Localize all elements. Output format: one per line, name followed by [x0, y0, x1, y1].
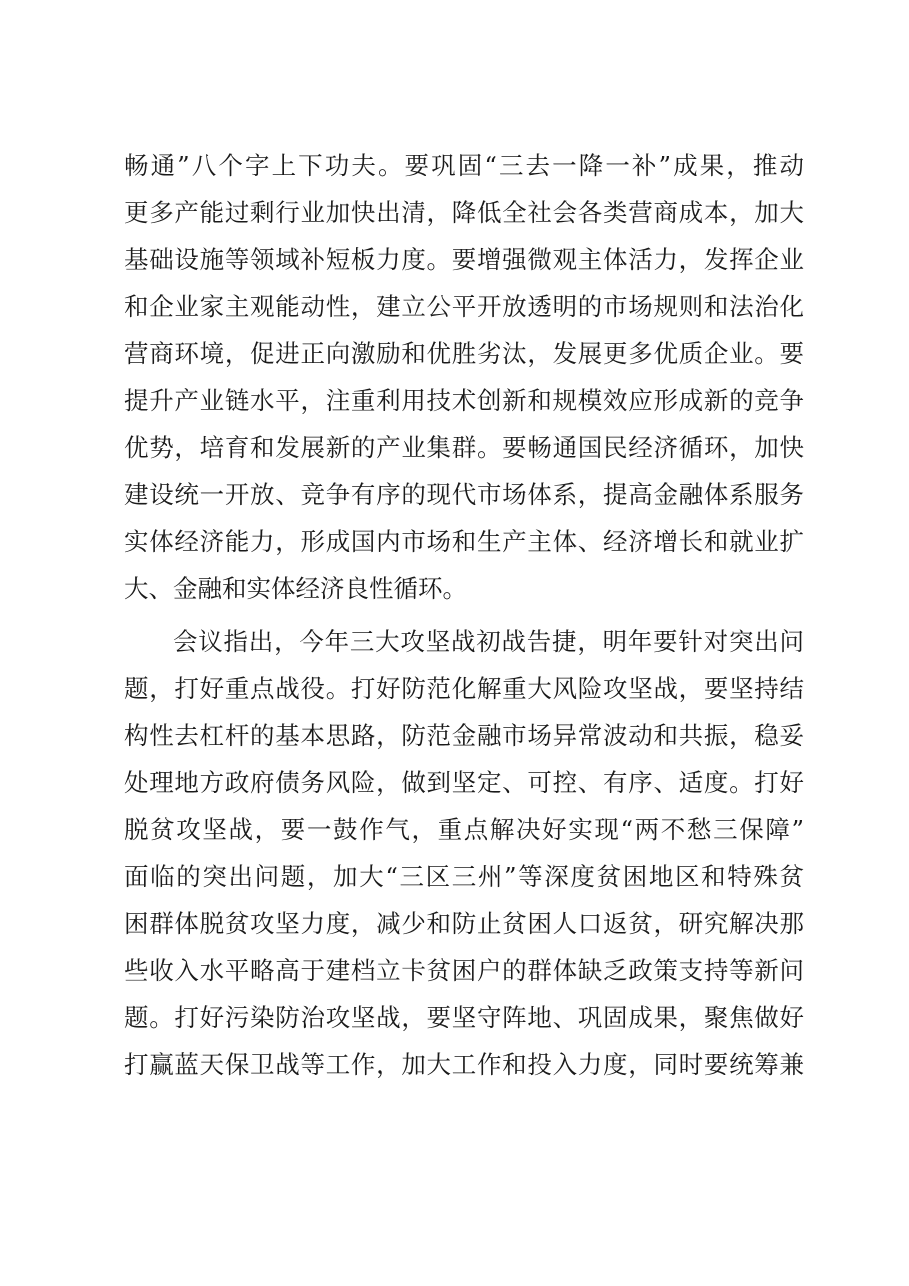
paragraph-2-line-2: 题，打好重点战役。打好防范化解重大风险攻坚战，要坚持结	[124, 674, 804, 703]
paragraph-2-line-7: 困群体脱贫攻坚力度，减少和防止贫困人口返贫，研究解决那	[124, 909, 804, 938]
paragraph-2-line-6: 面临的突出问题，加大“三区三州”等深度贫困地区和特殊贫	[124, 862, 804, 891]
paragraph-2-line-9: 题。打好污染防治攻坚战，要坚守阵地、巩固成果，聚焦做好	[124, 1003, 804, 1032]
paragraph-2-line-5: 脱贫攻坚战，要一鼓作气，重点解决好实现“两不愁三保障”	[124, 815, 804, 844]
paragraph-1-line-9: 实体经济能力，形成国内市场和生产主体、经济增长和就业扩	[124, 527, 804, 556]
paragraph-1-line-1: 畅通”八个字上下功夫。要巩固“三去一降一补”成果，推动	[124, 151, 804, 180]
paragraph-2-line-3: 构性去杠杆的基本思路，防范金融市场异常波动和共振，稳妥	[124, 721, 804, 750]
paragraph-2-line-8: 些收入水平略高于建档立卡贫困户的群体缺乏政策支持等新问	[124, 956, 804, 985]
paragraph-2-line-10: 打赢蓝天保卫战等工作，加大工作和投入力度，同时要统筹兼	[124, 1050, 804, 1079]
paragraph-1-line-8: 建设统一开放、竞争有序的现代市场体系，提高金融体系服务	[124, 480, 804, 509]
paragraph-1-line-4: 和企业家主观能动性，建立公平开放透明的市场规则和法治化	[124, 292, 804, 321]
paragraph-1-line-10: 大、金融和实体经济良性循环。	[124, 574, 467, 603]
paragraph-1-line-6: 提升产业链水平，注重利用技术创新和规模效应形成新的竞争	[124, 386, 804, 415]
paragraph-1-line-3: 基础设施等领域补短板力度。要增强微观主体活力，发挥企业	[124, 245, 804, 274]
paragraph-1-line-5: 营商环境，促进正向激励和优胜劣汰，发展更多优质企业。要	[124, 339, 804, 368]
paragraph-1-line-7: 优势，培育和发展新的产业集群。要畅通国民经济循环，加快	[124, 433, 804, 462]
paragraph-2-line-4: 处理地方政府债务风险，做到坚定、可控、有序、适度。打好	[124, 768, 804, 797]
paragraph-1-line-2: 更多产能过剩行业加快出清，降低全社会各类营商成本，加大	[124, 198, 804, 227]
document-body	[124, 142, 804, 1088]
paragraph-2-line-1: 会议指出，今年三大攻坚战初战告捷，明年要针对突出问	[173, 627, 804, 656]
